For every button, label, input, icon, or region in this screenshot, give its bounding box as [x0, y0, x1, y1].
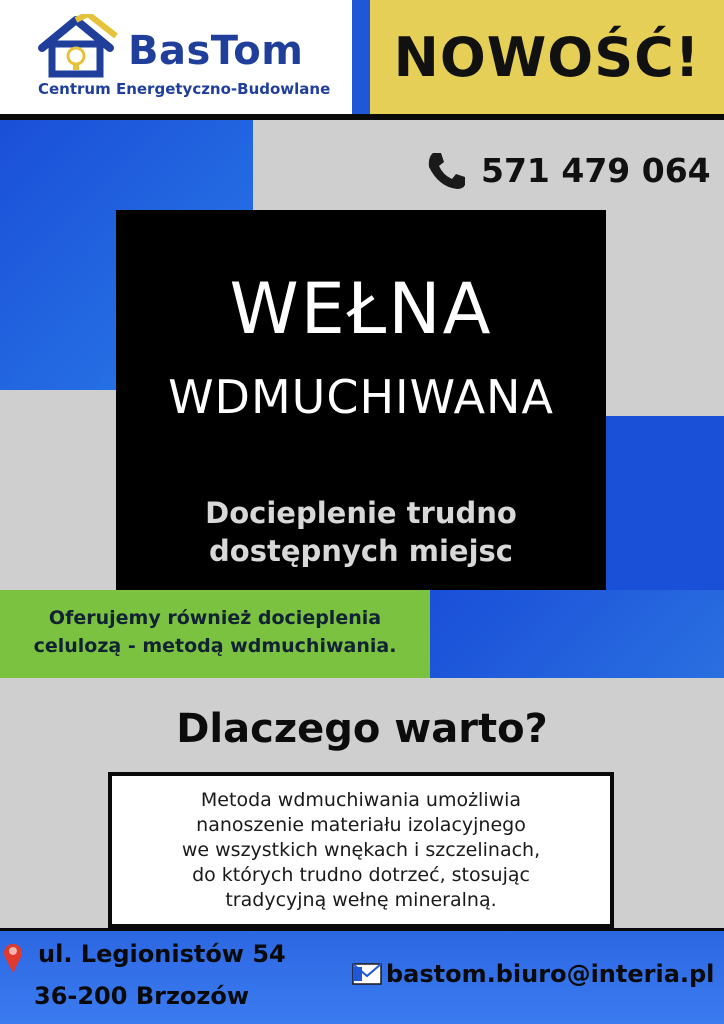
offer-text: [0, 604, 430, 660]
brand-subtitle: Centrum Energetyczno-Budowlane: [38, 80, 331, 98]
hero-subtitle: Docieplenie trudno dostępnych miejsc: [205, 496, 517, 568]
offer-text-line-1: Oferujemy również docieplenia: [48, 607, 382, 629]
phone-icon: [425, 149, 469, 191]
address-street: ul. Legionistów 54: [38, 940, 286, 968]
footer-divider: [0, 928, 724, 931]
why-line: nanoszenie materiału izolacyjnego: [196, 814, 526, 836]
why-description: [114, 788, 608, 913]
offer-text-line-2: celulozą - metodą wdmuchiwania.: [33, 635, 397, 657]
header-accent-strip: [352, 0, 370, 114]
why-line: Metoda wdmuchiwania umożliwia: [200, 789, 522, 811]
decor-block-blue-mid: [430, 590, 724, 678]
new-badge: NOWOŚĆ!: [393, 25, 701, 89]
why-heading: Dlaczego warto?: [176, 706, 548, 752]
address-city: 36-200 Brzozów: [34, 982, 250, 1010]
map-pin-icon: [2, 940, 24, 974]
email-address[interactable]: bastom.biuro@interia.pl: [386, 960, 715, 988]
hero-title-line-2: WDMUCHIWANA: [168, 370, 554, 424]
hero-title-line-1: WEŁNA: [229, 268, 493, 350]
house-logo-icon: [36, 14, 120, 78]
phone-number[interactable]: 571 479 064: [481, 150, 711, 190]
email-contact[interactable]: [352, 960, 714, 988]
phone-contact[interactable]: [425, 148, 711, 192]
why-line: we wszystkich wnękach i szczelinach,: [181, 839, 541, 861]
why-line: do których trudno dotrzeć, stosując: [192, 864, 530, 886]
email-icon: [352, 963, 382, 985]
why-line: tradycyjną wełnę mineralną.: [225, 889, 497, 911]
brand-name: BasTom: [128, 28, 304, 74]
